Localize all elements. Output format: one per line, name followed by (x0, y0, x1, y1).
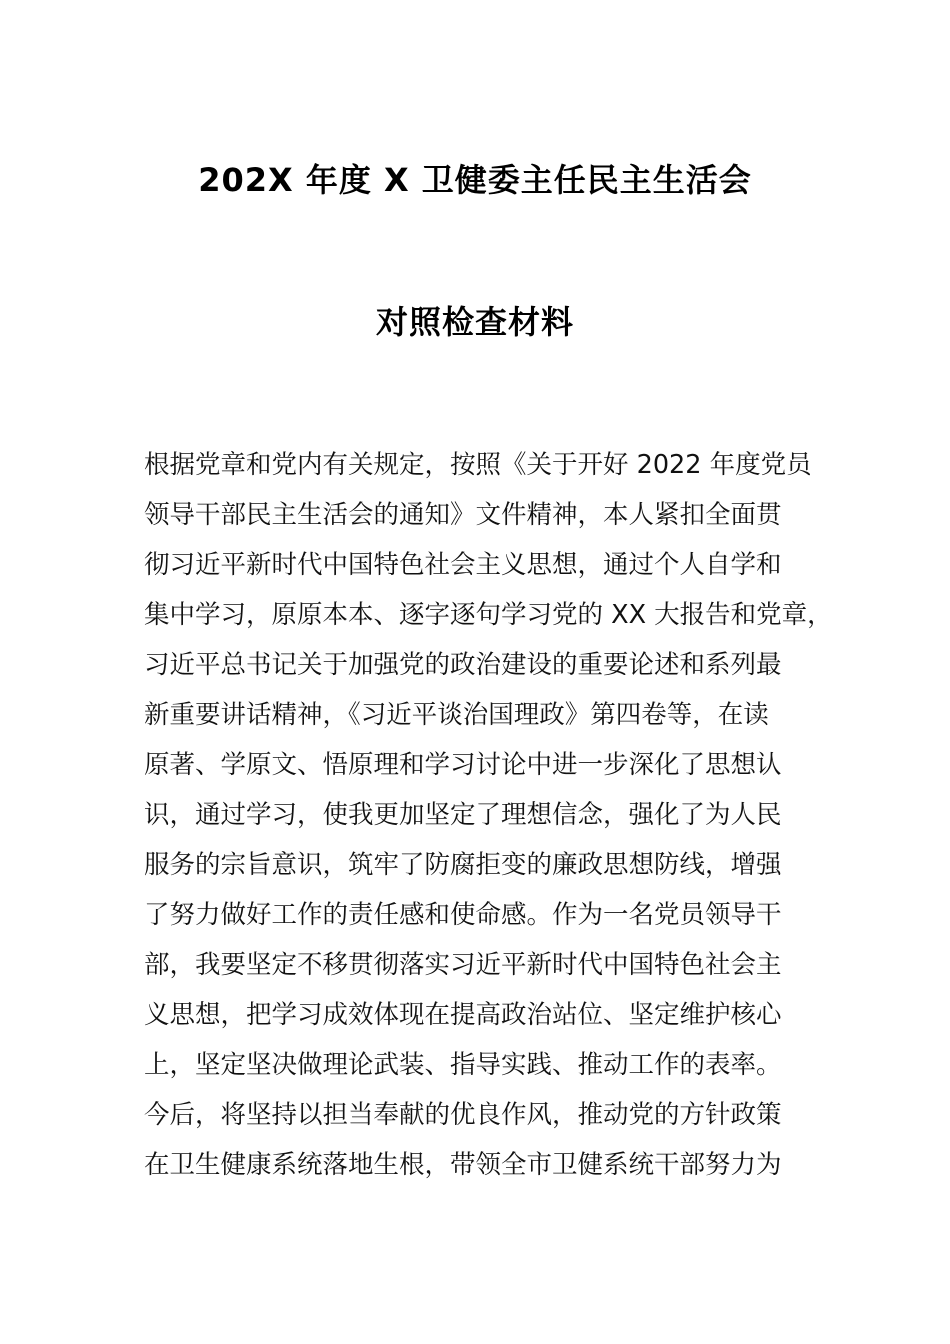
body-line: 彻习近平新时代中国特色社会主义思想，通过个人自学和 (144, 550, 782, 580)
body-line: 今后，将坚持以担当奉献的优良作风，推动党的方针政策 (144, 1100, 782, 1130)
body-line: 集中学习，原原本本、逐字逐句学习党的 XX 大报告和党章， (144, 600, 833, 630)
document-title-line-1: 202X 年度 X 卫健委主任民主生活会 (198, 161, 752, 199)
body-line: 识，通过学习，使我更加坚定了理想信念，强化了为人民 (144, 800, 782, 830)
body-line: 习近平总书记关于加强党的政治建设的重要论述和系列最 (144, 650, 782, 680)
body-line: 了努力做好工作的责任感和使命感。作为一名党员领导干 (144, 900, 782, 930)
body-line: 义思想，把学习成效体现在提高政治站位、坚定维护核心 (144, 1000, 782, 1030)
body-line: 原著、学原文、悟原理和学习讨论中进一步深化了思想认 (144, 750, 782, 780)
body-line: 服务的宗旨意识，筑牢了防腐拒变的廉政思想防线，增强 (144, 850, 782, 880)
body-line: 上，坚定坚决做理论武装、指导实践、推动工作的表率。 (144, 1050, 782, 1080)
body-line: 在卫生健康系统落地生根，带领全市卫健系统干部努力为 (144, 1150, 782, 1180)
body-paragraph (144, 440, 834, 1190)
body-line: 领导干部民主生活会的通知》文件精神，本人紧扣全面贯 (144, 500, 782, 530)
document-title-line-2: 对照检查材料 (375, 303, 574, 341)
body-line: 部，我要坚定不移贯彻落实习近平新时代中国特色社会主 (144, 950, 782, 980)
body-line: 根据党章和党内有关规定，按照《关于开好 2022 年度党员 (144, 450, 812, 480)
body-line: 新重要讲话精神，《习近平谈治国理政》第四卷等，在读 (144, 700, 769, 730)
